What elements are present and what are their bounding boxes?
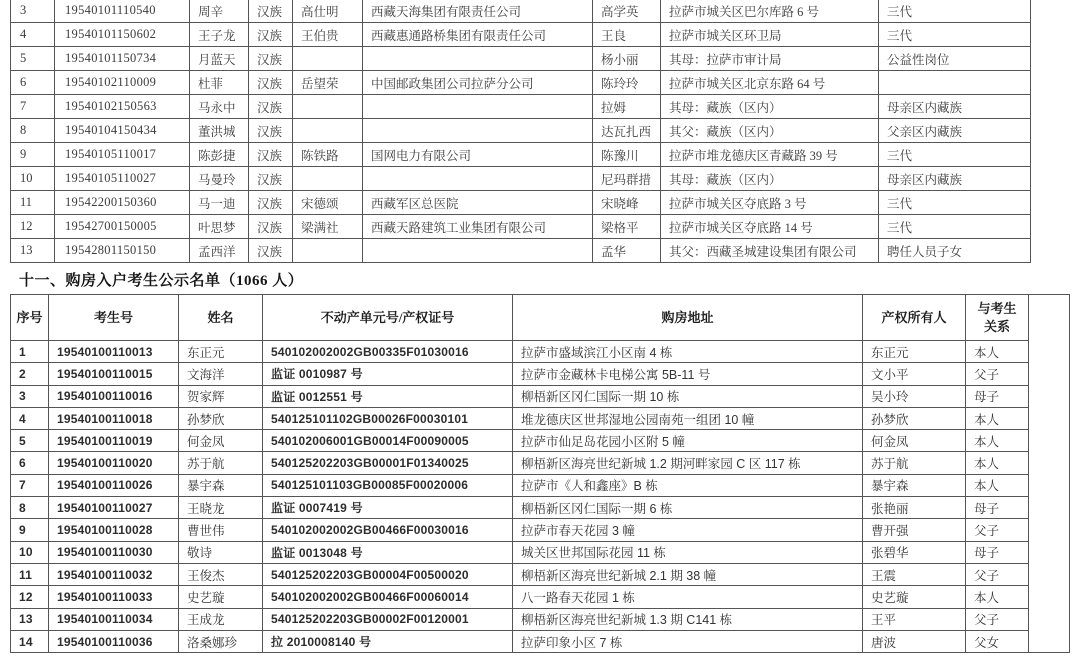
cell-address: 拉萨市城关区巴尔库路 6 号 [661,0,879,23]
cell-exam-id: 19542801150150 [55,239,190,263]
cell-name: 敬诗 [179,541,263,563]
cell-exam-id: 19540100110030 [49,541,179,563]
cell-purchase-address: 八一路春天花园 1 栋 [513,586,863,608]
cell-row-no: 4 [11,23,55,47]
upper-table-row [11,47,1031,71]
cell-name: 陈彭捷 [190,143,249,167]
cell-parent-name: 宋德颂 [293,191,363,215]
cell-parent-name [293,95,363,119]
section-title: 十一、购房入户考生公示名单（1066 人） [19,273,304,289]
cell-guardian-name: 陈豫川 [593,143,661,167]
cell-ethnicity: 汉族 [249,47,293,71]
purchase-table-row [11,630,1070,652]
cell-exam-id: 19540100110036 [49,630,179,652]
cell-ethnicity: 汉族 [249,95,293,119]
cell-name: 王俊杰 [179,563,263,585]
cell-ethnicity: 汉族 [249,0,293,23]
cell-purchase-address: 拉萨市《人和鑫座》B 栋 [513,474,863,496]
upper-table-row [11,167,1031,191]
cell-property-cert: 540125202203GB00001F01340025 [263,452,513,474]
cell-exam-id: 19540101110540 [55,0,190,23]
cell-name: 董洪城 [190,119,249,143]
cell-employer: 西藏天路建筑工业集团有限公司 [363,215,593,239]
cell-property-cert: 540102002002GB00466F00030016 [263,519,513,541]
cell-ethnicity: 汉族 [249,215,293,239]
purchase-table-row [11,452,1070,474]
cell-relation: 聘任人员子女 [879,239,1031,263]
upper-table-row [11,143,1031,167]
cell-name: 杜菲 [190,71,249,95]
cell-relation: 本人 [966,474,1029,496]
cell-row-no: 7 [11,474,49,496]
cell-relation: 父亲区内藏族 [879,119,1031,143]
header-owner: 产权所有人 [863,295,966,341]
cell-parent-name [293,47,363,71]
cell-relation: 三代 [879,0,1031,23]
cell-row-no: 10 [11,167,55,191]
cell-row-no: 12 [11,215,55,239]
upper-table-row [11,0,1031,23]
cell-row-no: 9 [11,519,49,541]
cell-relation: 父子 [966,563,1029,585]
cell-relation: 三代 [879,191,1031,215]
cell-purchase-address: 柳梧新区海亮世纪新城 2.1 期 38 幢 [513,563,863,585]
cell-property-owner: 吴小玲 [863,385,966,407]
cell-guardian-name: 达瓦扎西 [593,119,661,143]
cell-parent-name: 陈铁路 [293,143,363,167]
cell-property-cert: 监证 0012551 号 [263,385,513,407]
cell-property-cert: 拉 2010008140 号 [263,630,513,652]
cell-row-no: 9 [11,143,55,167]
cell-purchase-address: 堆龙德庆区世邦湿地公园南苑一组团 10 幢 [513,407,863,429]
cell-ethnicity: 汉族 [249,239,293,263]
purchase-table-row [11,385,1070,407]
cell-row-no: 6 [11,452,49,474]
cell-name: 苏于航 [179,452,263,474]
cell-relation: 母子 [966,497,1029,519]
cell-name: 马永中 [190,95,249,119]
cell-property-owner: 张艳丽 [863,497,966,519]
cell-exam-id: 19540105110017 [55,143,190,167]
cell-row-no: 12 [11,586,49,608]
cell-property-cert: 540102006001GB00014F00090005 [263,430,513,452]
cell-address: 其母：拉萨市审计局 [661,47,879,71]
cell-purchase-address: 柳梧新区冈仁国际一期 10 栋 [513,385,863,407]
cell-purchase-address: 拉萨印象小区 7 栋 [513,630,863,652]
cell-property-cert: 监证 0007419 号 [263,497,513,519]
header-relation-line2: 关系 [983,318,1010,334]
cell-guardian-name: 尼玛群措 [593,167,661,191]
cell-parent-name [293,119,363,143]
cell-property-cert: 540125101102GB00026F00030101 [263,407,513,429]
cell-purchase-address: 柳梧新区海亮世纪新城 1.2 期河畔家园 C 区 117 栋 [513,452,863,474]
upper-table-row [11,215,1031,239]
cell-relation: 母亲区内藏族 [879,167,1031,191]
purchase-table-row [11,474,1070,496]
purchase-table-row [11,430,1070,452]
cell-exam-id: 19540100110018 [49,407,179,429]
cell-purchase-address: 柳梧新区海亮世纪新城 1.3 期 C141 栋 [513,608,863,630]
upper-table-row [11,71,1031,95]
cell-relation: 父子 [966,519,1029,541]
cell-property-owner: 王震 [863,563,966,585]
cell-guardian-name: 王良 [593,23,661,47]
cell-row-no: 3 [11,0,55,23]
cell-name: 周辛 [190,0,249,23]
purchase-table-row [11,341,1070,363]
cell-name: 东正元 [179,341,263,363]
cell-exam-id: 19540104150434 [55,119,190,143]
cell-address: 其母：藏族（区内） [661,167,879,191]
header-exam-id: 考生号 [49,295,179,341]
cell-row-no: 8 [11,497,49,519]
cell-name: 马曼玲 [190,167,249,191]
cell-employer [363,95,593,119]
purchase-table-row [11,407,1070,429]
cell-row-no: 5 [11,430,49,452]
cell-address: 拉萨市城关区环卫局 [661,23,879,47]
cell-exam-id: 19540100110019 [49,430,179,452]
cell-property-cert: 540125202203GB00002F00120001 [263,608,513,630]
cell-purchase-address: 柳梧新区冈仁国际一期 6 栋 [513,497,863,519]
cell-name: 洛桑娜珍 [179,630,263,652]
upper-table-row [11,23,1031,47]
cell-guardian-name: 高学英 [593,0,661,23]
cell-property-cert: 540125101103GB00085F00020006 [263,474,513,496]
cell-property-cert: 监证 0010987 号 [263,363,513,385]
cell-name: 曹世伟 [179,519,263,541]
purchase-table-row [11,519,1070,541]
cell-property-cert: 540102002002GB00335F01030016 [263,341,513,363]
cell-name: 史艺璇 [179,586,263,608]
cell-ethnicity: 汉族 [249,143,293,167]
cell-relation: 母子 [966,385,1029,407]
header-relation [966,295,1029,341]
cell-relation: 公益性岗位 [879,47,1031,71]
cell-name: 王晓龙 [179,497,263,519]
cell-name: 月蓝天 [190,47,249,71]
cell-employer [363,167,593,191]
cell-guardian-name: 陈玲玲 [593,71,661,95]
cell-ethnicity: 汉族 [249,71,293,95]
cell-name: 贺家辉 [179,385,263,407]
header-name: 姓名 [179,295,263,341]
cell-name: 何金凤 [179,430,263,452]
cell-relation: 父女 [966,630,1029,652]
cell-property-owner: 东正元 [863,341,966,363]
cell-exam-id: 19540100110033 [49,586,179,608]
cell-property-owner: 唐波 [863,630,966,652]
cell-parent-name: 梁满社 [293,215,363,239]
cell-address: 拉萨市城关区夺底路 3 号 [661,191,879,215]
cell-address: 其父：西藏圣城建设集团有限公司 [661,239,879,263]
cell-purchase-address: 拉萨市金藏林卡电梯公寓 5B-11 号 [513,363,863,385]
cell-employer: 西藏天海集团有限责任公司 [363,0,593,23]
cell-exam-id: 19540100110016 [49,385,179,407]
cell-ethnicity: 汉族 [249,167,293,191]
cell-relation: 三代 [879,215,1031,239]
cell-row-no: 7 [11,95,55,119]
cell-name: 暴宇森 [179,474,263,496]
cell-employer: 国网电力有限公司 [363,143,593,167]
cell-row-no: 6 [11,71,55,95]
cell-property-owner: 王平 [863,608,966,630]
cell-guardian-name: 拉姆 [593,95,661,119]
cell-property-owner: 孙梦欣 [863,407,966,429]
cell-property-cert: 540102002002GB00466F00060014 [263,586,513,608]
cell-exam-id: 19540100110032 [49,563,179,585]
cell-name: 王子龙 [190,23,249,47]
cell-relation: 母子 [966,541,1029,563]
purchase-table-row [11,586,1070,608]
cell-exam-id: 19540100110020 [49,452,179,474]
cell-relation: 父子 [966,363,1029,385]
cell-exam-id: 19542700150005 [55,215,190,239]
cell-employer: 中国邮政集团公司拉萨分公司 [363,71,593,95]
cell-relation: 父子 [966,608,1029,630]
cell-property-owner: 张碧华 [863,541,966,563]
cell-name: 马一迪 [190,191,249,215]
cell-guardian-name: 杨小丽 [593,47,661,71]
cell-exam-id: 19540100110026 [49,474,179,496]
cell-parent-name [293,239,363,263]
cell-row-no: 8 [11,119,55,143]
cell-row-no: 11 [11,191,55,215]
cell-exam-id: 19540105110027 [55,167,190,191]
cell-property-owner: 何金凤 [863,430,966,452]
cell-property-owner: 文小平 [863,363,966,385]
cell-employer [363,119,593,143]
cell-address: 拉萨市城关区夺底路 14 号 [661,215,879,239]
upper-table-row [11,119,1031,143]
cell-employer [363,239,593,263]
cell-parent-name: 王伯贵 [293,23,363,47]
cell-parent-name: 岳望荣 [293,71,363,95]
cell-relation: 三代 [879,143,1031,167]
cell-address: 拉萨市城关区北京东路 64 号 [661,71,879,95]
cell-property-cert: 540125202203GB00004F00500020 [263,563,513,585]
upper-table-row [11,95,1031,119]
upper-table-row [11,191,1031,215]
purchase-table-row [11,541,1070,563]
cell-exam-id: 19540101150734 [55,47,190,71]
cell-row-no: 1 [11,341,49,363]
cell-name: 叶思梦 [190,215,249,239]
cell-exam-id: 19540102150563 [55,95,190,119]
cell-parent-name [293,167,363,191]
cell-purchase-address: 城关区世邦国际花园 11 栋 [513,541,863,563]
header-cert: 不动产单元号/产权证号 [263,295,513,341]
cell-purchase-address: 拉萨市春天花园 3 幢 [513,519,863,541]
cell-relation: 本人 [966,452,1029,474]
empty-right-column [1029,295,1070,653]
cell-address: 拉萨市堆龙德庆区青藏路 39 号 [661,143,879,167]
cell-employer [363,47,593,71]
cell-exam-id: 19542200150360 [55,191,190,215]
cell-row-no: 13 [11,239,55,263]
cell-row-no: 10 [11,541,49,563]
cell-property-owner: 曹开强 [863,519,966,541]
cell-relation: 本人 [966,407,1029,429]
cell-row-no: 3 [11,385,49,407]
cell-property-owner: 史艺璇 [863,586,966,608]
cell-guardian-name: 梁格平 [593,215,661,239]
cell-property-owner: 暴宇森 [863,474,966,496]
cell-exam-id: 19540100110034 [49,608,179,630]
cell-address: 其父：藏族（区内） [661,119,879,143]
purchase-table [10,294,1070,653]
cell-relation: 本人 [966,430,1029,452]
cell-property-owner: 苏于航 [863,452,966,474]
cell-row-no: 5 [11,47,55,71]
header-no: 序号 [11,295,49,341]
cell-exam-id: 19540100110027 [49,497,179,519]
purchase-table-row [11,363,1070,385]
cell-row-no: 13 [11,608,49,630]
cell-property-cert: 监证 0013048 号 [263,541,513,563]
cell-employer: 西藏军区总医院 [363,191,593,215]
cell-guardian-name: 宋晓峰 [593,191,661,215]
cell-ethnicity: 汉族 [249,119,293,143]
cell-address: 其母：藏族（区内） [661,95,879,119]
cell-exam-id: 19540100110013 [49,341,179,363]
cell-row-no: 4 [11,407,49,429]
upper-table [10,0,1031,263]
cell-ethnicity: 汉族 [249,191,293,215]
upper-table-row [11,239,1031,263]
cell-relation: 母亲区内藏族 [879,95,1031,119]
purchase-table-row [11,608,1070,630]
cell-name: 文海洋 [179,363,263,385]
cell-exam-id: 19540100110015 [49,363,179,385]
cell-exam-id: 19540100110028 [49,519,179,541]
cell-ethnicity: 汉族 [249,23,293,47]
cell-relation [879,71,1031,95]
header-address: 购房地址 [513,295,863,341]
cell-name: 王成龙 [179,608,263,630]
cell-row-no: 14 [11,630,49,652]
cell-purchase-address: 拉萨市仙足岛花园小区附 5 幢 [513,430,863,452]
purchase-table-row [11,497,1070,519]
cell-row-no: 2 [11,363,49,385]
cell-relation: 三代 [879,23,1031,47]
cell-purchase-address: 拉萨市盛域滨江小区南 4 栋 [513,341,863,363]
cell-exam-id: 19540101150602 [55,23,190,47]
cell-parent-name: 高仕明 [293,0,363,23]
cell-relation: 本人 [966,341,1029,363]
cell-name: 孟西洋 [190,239,249,263]
cell-name: 孙梦欣 [179,407,263,429]
cell-guardian-name: 孟华 [593,239,661,263]
header-relation-line1: 与考生 [977,300,1017,316]
purchase-table-row [11,563,1070,585]
cell-employer: 西藏惠通路桥集团有限责任公司 [363,23,593,47]
purchase-table-header-row [11,295,1070,341]
cell-relation: 本人 [966,586,1029,608]
cell-exam-id: 19540102110009 [55,71,190,95]
cell-row-no: 11 [11,563,49,585]
